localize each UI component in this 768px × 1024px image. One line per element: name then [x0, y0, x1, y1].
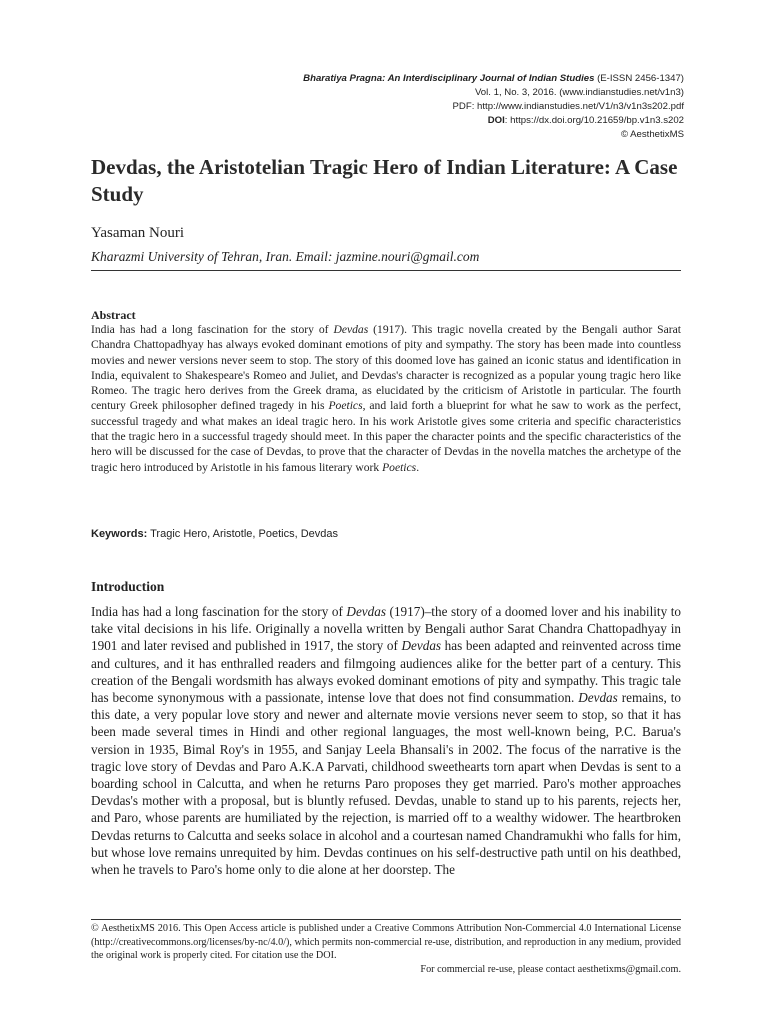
- intro-italic-2: Devdas: [401, 638, 442, 654]
- journal-title: Bharatiya Pragna: An Interdisciplinary Journal of Indian Studies: [303, 73, 595, 84]
- contact-text: For commercial re-use, please contact aesthetixms@gmail.com.: [420, 963, 681, 975]
- abstract-italic-3: Poetics: [382, 460, 417, 474]
- intro-italic-3: Devdas: [578, 690, 618, 706]
- intro-text-4: remains, to this date, a very popular love story and newer and alternate movie versions never seem to stop, so that it has been made several times in Hindi and other regional languages, the most well-known being, P.C. Barua's version in 1935, Bimal Roy's in 1955, and Sanjay Leela Bhansali's in 2002. The focus of the narrative is the tragic love story of Devdas and Paro A.K.A Parvati, childhood sweethearts torn apart when Devdas is sent to a boarding school in Calcutta, and when he returns Paro proposes they get married. Paro's mother approaches Devdas's mother with a proposal, but is bluntly refused. Devdas, unable to stand up to his parents, rejects her, and Paro, whose parents are humiliated by the rejection, is married off to a wealthy widower. The heartbroken Devdas returns to Calcutta and seeks solace in alcohol and a courtesan named Chandramukhi who falls for him, but whose love remains unrequited by him. Devdas continues on his self-destructive path until on his deathbed, when he travels to Paro's home only to die alone at her doorstep. The: [91, 690, 681, 878]
- copyright-line: © AesthetixMS: [620, 129, 684, 140]
- journal-issn: (E-ISSN 2456-1347): [594, 73, 684, 84]
- volume-line: Vol. 1, No. 3, 2016. (www.indianstudies.net/v1n3): [474, 87, 684, 98]
- intro-text-2: (1917)–the story of a doomed lover and his inability to take vital decisions in his life. Originally a novella written by Bengali author Sarat Chandra Chattopadhyay in 1901 and later revised and published in 1917, the story of: [91, 604, 681, 654]
- keywords-label: Keywords:: [91, 528, 148, 540]
- intro-text-1: India has had a long fascination for the story of: [91, 604, 347, 619]
- intro-italic-1: Devdas: [346, 604, 386, 619]
- intro-text-3: has been adapted and reinvented across time and cultures, and it has enthralled readers and filmgoing audiences alike for the better part of a century. This creation of the Bengali wordsmith has always evoked dominant emotions of pity and sympathy. This tragic tale has become synonymous with a passionate, intense love that does not find consummation.: [91, 638, 681, 706]
- abstract-italic-2: Poetics: [328, 399, 363, 413]
- license-text: © AesthetixMS 2016. This Open Access article is published under a Creative Commons Attribution Non-Commercial 4.0 International License (http://creativecommons.org/licenses/by-nc/4.0/), which permits non-commercial re-use, distribution, and reproduction in any medium, provided the original work is properly cited. For citation use the DOI.: [91, 923, 681, 962]
- keywords-value: Tragic Hero, Aristotle, Poetics, Devdas: [147, 528, 338, 540]
- author-name: Yasaman Nouri: [91, 225, 185, 241]
- abstract-body: [91, 322, 681, 475]
- abstract-text-end: .: [416, 460, 420, 474]
- abstract-text-2: (1917). This tragic novella created by the Bengali author Sarat Chandra Chattopadhyay has always evoked dominant emotions of pity and sympathy. The story has been made into countless movies and newer versions never seem to stop. The story of this doomed love has gained an iconic status and identification in India, equivalent to Shakespeare's Romeo and Juliet, and Devdas's character is recognized as a popular young tragic hero like Romeo. The tragic hero derives from the Greek drama, as elucidated by the criticism of Aristotle in particular. The fourth century Greek philosopher defined tragedy in his: [91, 323, 681, 413]
- abstract-heading: Abstract: [91, 308, 136, 322]
- journal-title-line: [303, 72, 684, 86]
- paper-title: Devdas, the Aristotelian Tragic Hero of Indian Literature: A Case Study: [91, 155, 678, 206]
- footer-divider: [91, 919, 681, 920]
- title-divider: [91, 270, 681, 271]
- abstract-italic-1: Devdas: [333, 323, 369, 336]
- introduction-body: [91, 603, 681, 878]
- journal-header: [303, 72, 684, 142]
- doi-label: DOI: [487, 115, 505, 126]
- keywords: [91, 528, 338, 540]
- abstract-text-1: India has had a long fascination for the story of: [91, 323, 334, 336]
- license-footer: [91, 922, 681, 976]
- author-affiliation: Kharazmi University of Tehran, Iran. Email: jazmine.nouri@gmail.com: [91, 249, 480, 264]
- introduction-heading: Introduction: [91, 579, 165, 594]
- introduction-container: [91, 603, 681, 919]
- abstract-text-3: , and laid forth a blueprint for what he saw to work as the perfect, successful tragedy and what makes an ideal tragic hero. In his work Aristotle gives some criteria and specific characteristics that the tragic hero in a successful tragedy should meet. In this paper the character points and the specific characteristics of the hero will be discussed for the case of Devdas, to prove that the character of Devdas in the novella matches the archetype of the tragic hero introduced by Aristotle in his famous literary work: [91, 399, 681, 474]
- doi-line: [303, 114, 684, 128]
- pdf-line: PDF: http://www.indianstudies.net/V1/n3/v1n3s202.pdf: [452, 101, 684, 112]
- doi-value: : https://dx.doi.org/10.21659/bp.v1n3.s202: [504, 115, 684, 126]
